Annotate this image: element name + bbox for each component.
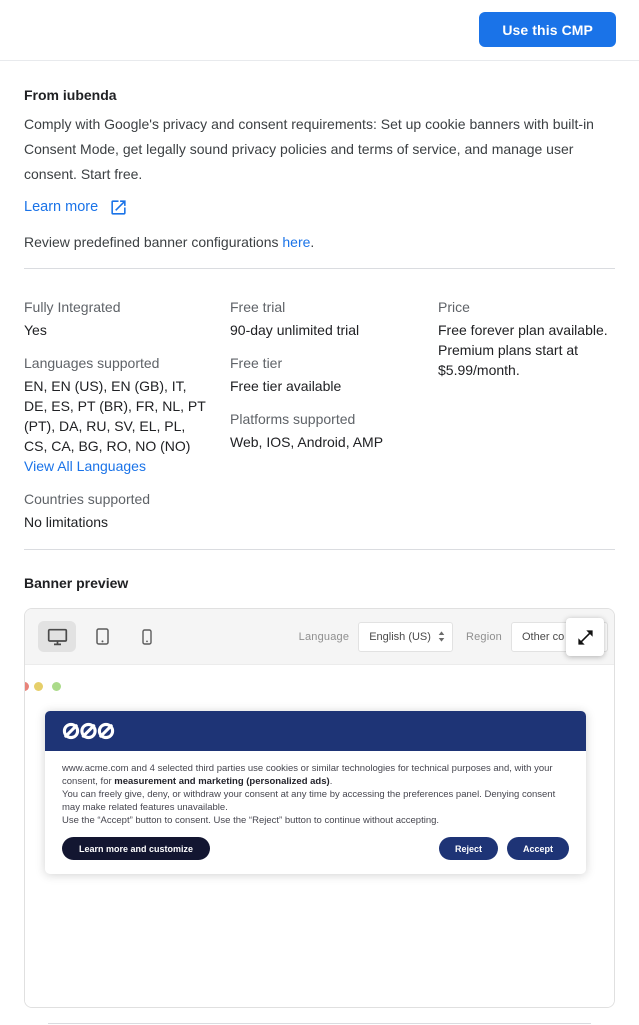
- reject-button[interactable]: Reject: [439, 837, 498, 860]
- desktop-view-button[interactable]: [38, 621, 76, 652]
- use-this-cmp-button[interactable]: Use this CMP: [479, 12, 616, 47]
- browser-dot-red: [25, 682, 29, 691]
- language-label: Language: [298, 630, 350, 643]
- tablet-icon: [96, 628, 109, 645]
- field-label: Languages supported: [24, 355, 160, 371]
- region-label: Region: [465, 630, 502, 643]
- free-trial-group: [230, 297, 438, 340]
- field-label: Countries supported: [24, 491, 151, 507]
- expand-icon: [576, 628, 595, 647]
- divider: [48, 1023, 591, 1024]
- review-configurations-text: [24, 234, 615, 250]
- learn-more-row: [24, 196, 615, 218]
- field-value: Free tier available: [230, 378, 342, 394]
- cookie-banner-text: [45, 751, 586, 827]
- preview-viewport: [25, 665, 614, 1008]
- banner-buttons-text: Use the “Accept” button to consent. Use the “Reject” button to continue without accepting.: [62, 815, 440, 826]
- cookie-banner-actions: [45, 827, 586, 874]
- provider-description: Comply with Google's privacy and consent requirements: Set up cookie banners with built-in Consent Mode, get legally sound privacy policies and terms of service, and manage user consent. Start free.: [24, 116, 594, 182]
- accept-button[interactable]: Accept: [507, 837, 569, 860]
- field-value: Yes: [24, 322, 47, 338]
- field-label: Platforms supported: [230, 411, 356, 427]
- field-value: No limitations: [24, 514, 109, 530]
- preview-toolbar: [25, 609, 614, 665]
- field-label: Free tier: [230, 355, 283, 371]
- field-value: Free forever plan available. Premium plans start at $5.99/month.: [438, 322, 608, 378]
- desktop-icon: [47, 628, 68, 646]
- platforms-supported-group: [230, 409, 438, 452]
- field-value: EN, EN (US), EN (GB), IT, DE, ES, PT (BR), FR, NL, PT (PT), DA, RU, SV, EL, PL, CS, CA, BG, RO, NO (NO): [24, 378, 206, 454]
- review-suffix: .: [310, 234, 315, 250]
- open-in-new-icon[interactable]: [109, 198, 128, 217]
- cookie-banner-header: [45, 711, 586, 751]
- banner-text-bold: measurement and marketing (personalized ads): [114, 776, 330, 787]
- top-bar: [0, 0, 639, 61]
- field-value: Web, IOS, Android, AMP: [230, 434, 384, 450]
- expand-preview-button[interactable]: [566, 618, 604, 656]
- banner-consent-text: You can freely give, deny, or withdraw your consent at any time by accessing the preferences panel. Denying consent may make related features unavailable.: [62, 789, 556, 813]
- learn-more-link[interactable]: Learn more: [24, 199, 99, 215]
- language-select[interactable]: [358, 622, 453, 652]
- iubenda-logo: [62, 720, 115, 742]
- here-link[interactable]: here: [282, 234, 311, 250]
- fully-integrated-group: [24, 297, 230, 340]
- phone-view-button[interactable]: [128, 621, 166, 652]
- language-select-value: English (US): [369, 630, 431, 643]
- tablet-view-button[interactable]: [83, 621, 121, 652]
- divider: [24, 549, 615, 550]
- divider: [24, 268, 615, 269]
- details-column-2: [230, 297, 438, 545]
- from-provider-title: From iubenda: [24, 87, 117, 103]
- view-all-languages-link[interactable]: View All Languages: [24, 458, 146, 474]
- field-label: Fully Integrated: [24, 299, 121, 315]
- languages-supported-group: [24, 353, 230, 476]
- banner-preview-title: Banner preview: [24, 575, 129, 591]
- details-column-1: [24, 297, 230, 545]
- phone-icon: [142, 629, 152, 645]
- price-group: [438, 297, 615, 380]
- free-tier-group: [230, 353, 438, 396]
- details-grid: [24, 297, 615, 545]
- browser-dot-yellow: [34, 682, 43, 691]
- cookie-banner: [45, 711, 586, 874]
- banner-text-prefix: www.acme.com and 4 selected third parties use cookies or similar technologies for technical purposes and, with your consent, for: [62, 763, 553, 787]
- select-stepper-icon: [438, 631, 445, 642]
- field-value: 90-day unlimited trial: [230, 322, 360, 338]
- review-prefix: Review predefined banner configurations: [24, 234, 283, 250]
- browser-dot-green: [52, 682, 61, 691]
- details-column-3: [438, 297, 615, 545]
- region-select-value: Other co: [522, 630, 565, 643]
- countries-supported-group: [24, 489, 230, 532]
- learn-more-and-customize-button[interactable]: Learn more and customize: [62, 837, 210, 860]
- banner-text-suffix: .: [329, 776, 333, 787]
- banner-preview-box: [24, 608, 615, 1008]
- field-label: Free trial: [230, 299, 286, 315]
- field-label: Price: [438, 299, 470, 315]
- main-content: [0, 86, 639, 1024]
